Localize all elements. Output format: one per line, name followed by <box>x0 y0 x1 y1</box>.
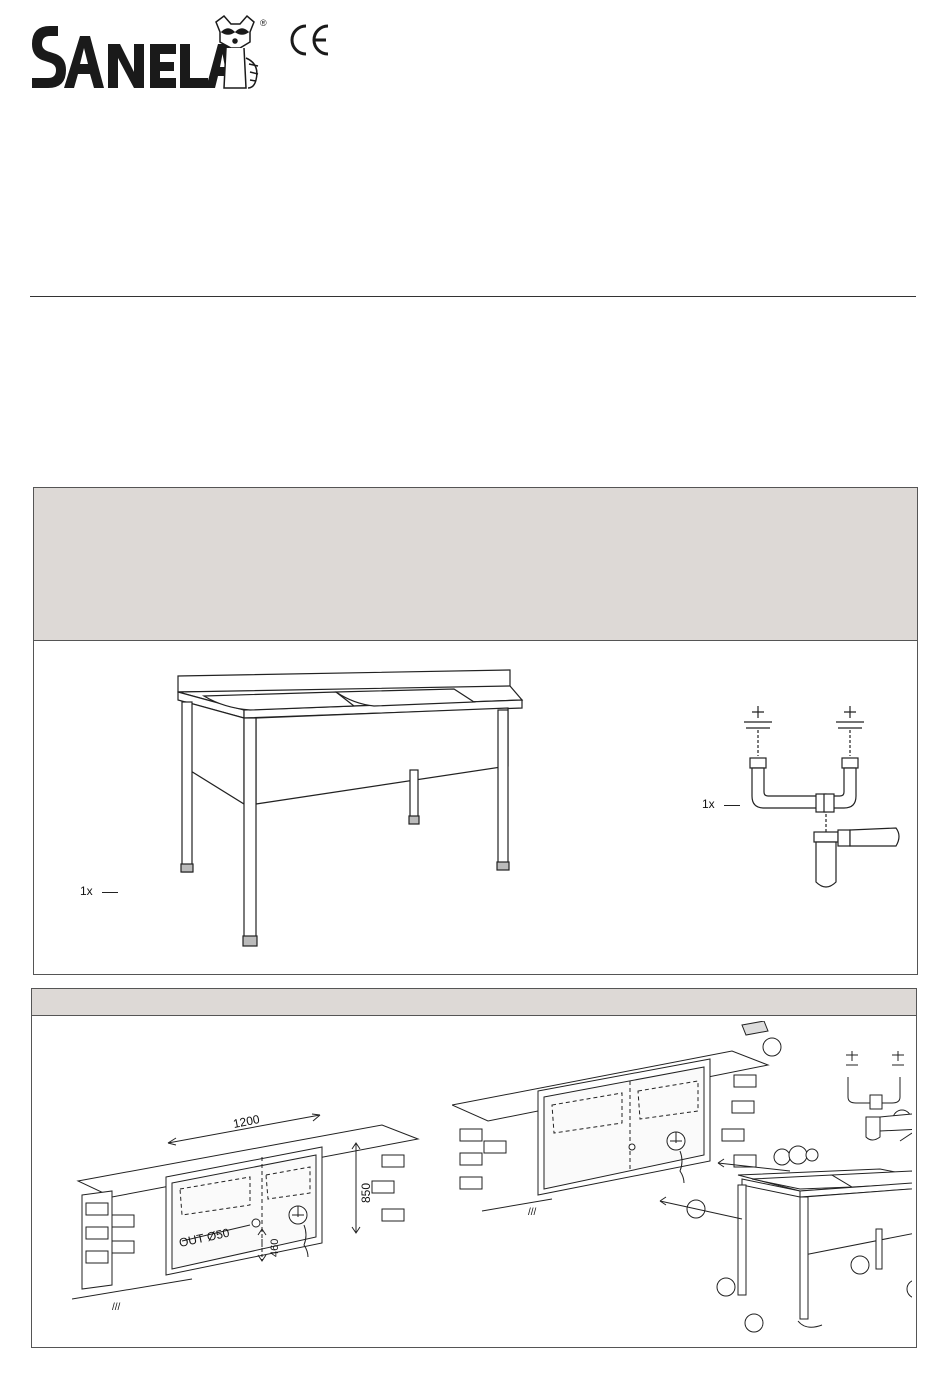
sink-table-illustration <box>164 658 564 958</box>
double-siphon-illustration <box>734 700 904 900</box>
ce-mark-icon <box>286 22 332 58</box>
wall-preparation-illustration <box>72 1085 432 1315</box>
siphon-qty-leader <box>724 805 740 806</box>
sink-table-qty-leader <box>102 892 118 893</box>
floor-hatch-label: /// <box>112 1302 121 1313</box>
height-dimension-label: 850 <box>359 1182 373 1203</box>
installation-panel <box>31 988 917 1348</box>
parts-panel <box>33 487 918 975</box>
outlet-height-label: 460 <box>269 1238 281 1257</box>
outlet-label: OUT Ø50 <box>177 1225 231 1250</box>
parts-header-band <box>34 488 917 641</box>
sanela-logo <box>28 14 268 94</box>
header-divider <box>30 296 916 297</box>
installation-sequence-illustration <box>452 1021 912 1341</box>
width-dimension-label: 1200 <box>231 1112 261 1131</box>
installation-header-band <box>32 989 916 1016</box>
registered-mark: ® <box>260 18 267 28</box>
siphon-qty: 1x <box>702 797 715 811</box>
sink-table-qty: 1x <box>80 884 93 898</box>
floor-hatch-label-right: /// <box>528 1207 537 1218</box>
